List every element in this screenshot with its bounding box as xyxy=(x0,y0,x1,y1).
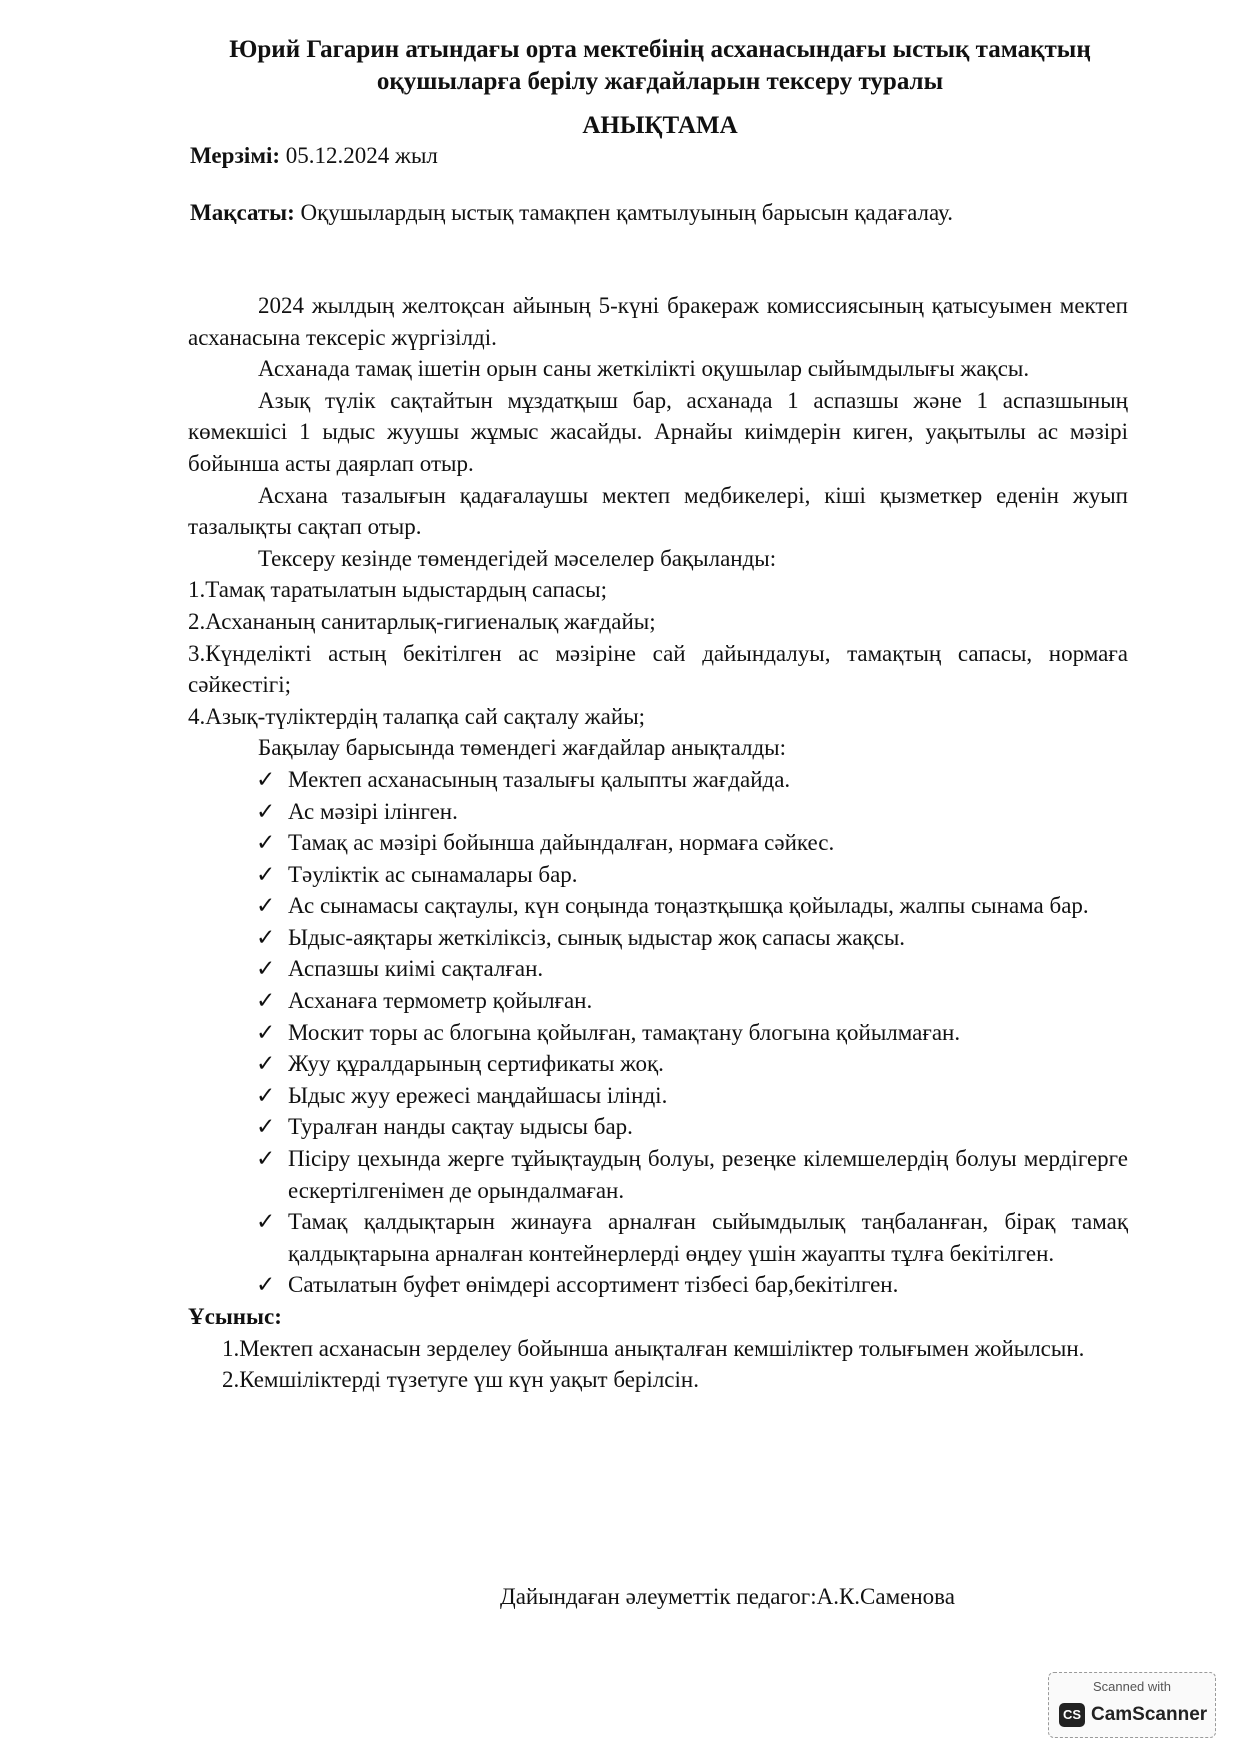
goal-value: Оқушылардың ыстық тамақпен қамтылуының барысын қадағалау. xyxy=(294,200,953,225)
check-mark-icon: ✓ xyxy=(256,1114,276,1140)
check-mark-icon: ✓ xyxy=(256,1272,276,1298)
paragraph: Тексеру кезінде төмендегідей мәселелер бақыланды: xyxy=(258,545,777,571)
finding-text: Ыдыс жуу ережесі маңдайшасы ілінді. xyxy=(288,1082,668,1108)
list-item xyxy=(256,1080,1128,1112)
recommendation-item: 2.Кемшіліктерді түзетуге үш күн уақыт берілсін. xyxy=(222,1367,699,1393)
check-mark-icon: ✓ xyxy=(256,766,276,792)
check-mark-icon: ✓ xyxy=(256,924,276,950)
paragraph: Асхана тазалығын қадағалаушы мектеп медбикелері, кіші қызметкер еденін жуып тазалықты сақтап отыр. xyxy=(188,482,1128,540)
check-mark-icon: ✓ xyxy=(256,893,276,919)
list-item: 2.Асхананың санитарлық-гигиеналық жағдайы; xyxy=(188,608,656,634)
date-value: 05.12.2024 жыл xyxy=(280,143,438,168)
list-item xyxy=(256,796,1128,828)
list-item: 3.Күнделікті астың бекітілген ас мәзіріне сай дайындалуы, тамақтың сапасы, нормаға сәйкестігі; xyxy=(188,640,1128,698)
list-item xyxy=(256,1111,1128,1143)
list-item xyxy=(256,859,1128,891)
date-label: Мерзімі: xyxy=(190,143,281,168)
goal-field xyxy=(190,198,953,228)
finding-text: Жуу құралдарының сертификаты жоқ. xyxy=(288,1051,664,1077)
finding-text: Асханаға термометр қойылған. xyxy=(288,988,593,1014)
camscanner-name: CamScanner xyxy=(1091,1704,1208,1725)
list-item xyxy=(256,1017,1128,1049)
finding-text: Сатылатын буфет өнімдері ассортимент тізбесі бар,бекітілген. xyxy=(288,1272,899,1298)
date-field xyxy=(190,141,438,171)
check-mark-icon: ✓ xyxy=(256,861,276,887)
list-item xyxy=(256,1269,1128,1301)
scanned-with-text: Scanned with xyxy=(1092,1679,1172,1694)
list-item xyxy=(256,1143,1128,1206)
camscanner-logo-icon: CS xyxy=(1059,1703,1085,1727)
list-item xyxy=(256,890,1128,922)
check-mark-icon: ✓ xyxy=(256,1051,276,1077)
list-item xyxy=(256,764,1128,796)
title-line-2: оқушыларға берілу жағдайларын тексеру туралы xyxy=(376,68,944,95)
document-body xyxy=(188,290,1128,1396)
list-item xyxy=(256,1206,1128,1269)
goal-label: Мақсаты: xyxy=(190,200,295,225)
check-mark-icon: ✓ xyxy=(256,798,276,824)
document-title xyxy=(180,34,1140,98)
finding-text: Тамақ ас мәзірі бойынша дайындалған, нормаға сәйкес. xyxy=(288,830,835,856)
title-line-1: Юрий Гагарин атындағы орта мектебінің асханасындағы ыстық тамақтың xyxy=(229,36,1091,63)
check-mark-icon: ✓ xyxy=(256,830,276,856)
recommendation-title: Ұсыныс: xyxy=(188,1304,282,1329)
check-mark-icon: ✓ xyxy=(256,988,276,1014)
finding-text: Ас сынамасы сақтаулы, күн соңында тоңазтқышқа қойылады, жалпы сынама бар. xyxy=(288,893,1089,919)
findings-list xyxy=(188,764,1128,1301)
finding-text: Аспазшы киімі сақталған. xyxy=(288,956,544,982)
list-item xyxy=(256,922,1128,954)
paragraph: Азық түлік сақтайтын мұздатқыш бар, асханада 1 аспазшы және 1 аспазшының көмекшісі 1 ыдыс жуушы жұмыс жасайды. Арнайы киімдерін киген, уақытылы ас мәзірі бойынша асты даярлап отыр. xyxy=(188,387,1128,476)
list-item xyxy=(256,985,1128,1017)
check-mark-icon: ✓ xyxy=(256,1019,276,1045)
findings-intro: Бақылау барысында төмендегі жағдайлар анықталды: xyxy=(258,735,787,761)
check-mark-icon: ✓ xyxy=(256,956,276,982)
finding-text: Мектеп асханасының тазалығы қалыпты жағдайда. xyxy=(288,766,791,792)
check-mark-icon: ✓ xyxy=(256,1082,276,1108)
finding-text: Тәуліктік ас сынамалары бар. xyxy=(288,861,578,887)
controlled-items-list xyxy=(188,574,1128,732)
check-mark-icon: ✓ xyxy=(256,1209,276,1235)
camscanner-watermark xyxy=(1048,1672,1216,1738)
list-item xyxy=(256,1048,1128,1080)
list-item xyxy=(256,827,1128,859)
finding-text: Ыдыс-аяқтары жеткіліксіз, сынық ыдыстар жоқ сапасы жақсы. xyxy=(288,924,906,950)
paragraph: Асханада тамақ ішетін орын саны жеткілікті оқушылар сыйымдылығы жақсы. xyxy=(258,356,1030,382)
list-item: 1.Тамақ таратылатын ыдыстардың сапасы; xyxy=(188,577,608,603)
check-mark-icon: ✓ xyxy=(256,1146,276,1172)
list-item: 4.Азық-түліктердің талапқа сай сақталу жайы; xyxy=(188,703,646,729)
paragraph: 2024 жылдың желтоқсан айының 5-күні бракераж комиссиясының қатысуымен мектеп асханасына тексеріс жүргізілді. xyxy=(188,293,1128,350)
finding-text: Туралған нанды сақтау ыдысы бар. xyxy=(288,1114,633,1140)
document-type-heading: АНЫҚТАМА xyxy=(582,112,738,139)
finding-text: Москит торы ас блогына қойылған, тамақтану блогына қойылмаған. xyxy=(288,1019,961,1045)
finding-text: Тамақ қалдықтарын жинауға арналған сыйымдылық таңбаланған, бірақ тамақ қалдықтарына арналған контейнерлерді өңдеу үшін жауапты тұлға бекітілген. xyxy=(288,1209,1128,1266)
signature-line: Дайындаған әлеуметтік педагог:А.К.Саменова xyxy=(500,1584,955,1609)
finding-text: Пісіру цехында жерге тұйықтаудың болуы, резеңке кілемшелердің болуы мердігерге ескертілгенімен де орындалмаған. xyxy=(288,1146,1128,1203)
finding-text: Ас мәзірі ілінген. xyxy=(288,798,458,824)
list-item xyxy=(256,953,1128,985)
recommendation-item: 1.Мектеп асханасын зерделеу бойынша анықталған кемшіліктер толығымен жойылсын. xyxy=(222,1335,1085,1361)
